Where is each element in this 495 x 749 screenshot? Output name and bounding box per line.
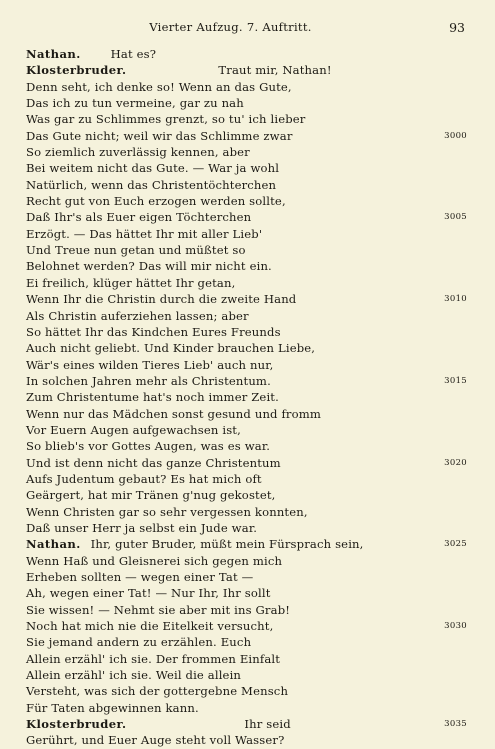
verse-text: Traut mir, Nathan! [218,63,332,78]
verse-line [26,585,435,601]
verse-text: Gerührt, und Euer Auge steht voll Wasser? [26,733,285,748]
line-number: 3025 [444,539,467,550]
verse-text: In solchen Jahren mehr als Christentum. [26,373,271,388]
verse-line [26,487,435,503]
verse-text: Geärgert, hat mir Tränen g'nug gekostet, [26,488,276,503]
verse-text: Wär's eines wilden Tieres Lieb' auch nur, [26,357,274,372]
verse-line [26,536,467,552]
verse-line [26,46,435,62]
verse-line [26,569,435,585]
verse-line [26,438,435,454]
verse-text: Wenn nur das Mädchen sonst gesund und fromm [26,406,322,421]
verse-text: Ihr, guter Bruder, müßt mein Fürsprach sein, [90,537,364,552]
verse-text: Und Treue nun getan und müßtet so [26,243,246,258]
verse-text: Wenn Haß und Gleisnerei sich gegen mich [26,553,283,568]
verse-text: So blieb's vor Gottes Augen, was es war. [26,439,271,454]
verse-text: Ah, wegen einer Tat! — Nur Ihr, Ihr sollt [26,586,271,601]
verse-text: Für Taten abgewinnen kann. [26,700,199,715]
verse-text: Sie jemand andern zu erzählen. Euch [26,635,252,650]
verse-line [26,340,435,356]
verse-line [26,111,435,127]
line-number: 3000 [444,130,467,141]
verse-text: Das Gute nicht; weil wir das Schlimme zwar [26,128,293,143]
verse-line [26,716,467,732]
line-number: 3020 [444,457,467,468]
verse-text: Daß unser Herr ja selbst ein Jude war. [26,520,258,535]
verse-line [26,275,435,291]
verse-text: Hat es? [110,47,157,61]
verse-text: So hättet Ihr das Kindchen Eures Freunds [26,324,281,339]
verse-line [26,291,467,307]
verse-line [26,95,435,111]
verse-text: So ziemlich zuverlässig kennen, aber [26,145,250,160]
verse-lines [26,46,467,749]
verse-line [26,602,435,618]
verse-line [26,177,435,193]
verse-line [26,520,435,536]
verse-line [26,683,435,699]
verse-line [26,308,435,324]
verse-line [26,357,435,373]
verse-line [26,732,435,748]
verse-line [26,128,467,144]
verse-line [26,193,435,209]
speaker-name: Klosterbruder. [26,717,127,732]
verse-text: Daß Ihr's als Euer eigen Töchterchen [26,210,252,225]
line-number: 3005 [444,212,467,223]
line-number: 3010 [444,294,467,305]
verse-line [26,160,435,176]
verse-text: Das ich zu tun vermeine, gar zu nah [26,96,244,111]
verse-text: Aufs Judentum gebaut? Es hat mich oft [26,471,262,486]
verse-text: Denn seht, ich denke so! Wenn an das Gute, [26,79,292,94]
verse-text: Ei freilich, klüger hättet Ihr getan, [26,275,236,290]
verse-line [26,618,467,634]
verse-text: Zum Christentume hat's noch immer Zeit. [26,390,279,405]
verse-line [26,667,435,683]
page-number: 93 [449,20,465,35]
verse-text: Bei weitem nicht das Gute. — War ja wohl [26,161,280,176]
verse-line [26,226,435,242]
verse-line [26,144,435,160]
verse-text: Vor Euern Augen aufgewachsen ist, [26,422,241,437]
verse-text: Natürlich, wenn das Christentöchterchen [26,177,277,192]
verse-text: Erzögt. — Das hättet Ihr mit aller Lieb' [26,226,263,241]
verse-line [26,406,435,422]
line-number: 3035 [444,719,467,730]
line-number: 3030 [444,621,467,632]
verse-line [26,324,435,340]
verse-line [26,422,435,438]
verse-text: Auch nicht geliebt. Und Kinder brauchen Liebe, [26,341,316,356]
verse-line [26,700,435,716]
verse-text: Ihr seid [244,717,291,732]
verse-text: Noch hat mich nie die Eitelkeit versucht, [26,619,274,634]
verse-text: Allein erzähl' ich sie. Weil die allein [26,668,242,683]
verse-line [26,242,435,258]
verse-text: Und ist denn nicht das ganze Christentum [26,455,281,470]
verse-line [26,471,435,487]
page-header [26,20,465,42]
speaker-name: Nathan. [26,537,81,552]
verse-line [26,79,435,95]
verse-text: Wenn Ihr die Christin durch die zweite Hand [26,292,297,307]
verse-line [26,389,435,405]
verse-text: Erheben sollten — wegen einer Tat — [26,570,254,584]
verse-line [26,62,435,78]
verse-line [26,209,467,225]
line-number: 3015 [444,375,467,386]
verse-text: Als Christin auferziehen lassen; aber [26,308,249,323]
verse-line [26,504,435,520]
verse-line [26,553,435,569]
verse-line [26,634,435,650]
verse-text: Was gar zu Schlimmes grenzt, so tu' ich lieber [26,112,306,127]
speaker-name: Nathan. [26,47,81,61]
verse-line [26,455,467,471]
verse-text: Recht gut von Euch erzogen werden sollte, [26,194,286,209]
verse-line [26,373,467,389]
verse-text: Allein erzähl' ich sie. Der frommen Einfalt [26,651,281,666]
verse-text: Wenn Christen gar so sehr vergessen konnten, [26,504,308,519]
verse-text: Belohnet werden? Das will mir nicht ein. [26,259,272,274]
verse-line [26,651,435,667]
speaker-name: Klosterbruder. [26,63,127,78]
verse-line [26,258,435,274]
running-title: Vierter Aufzug. 7. Auftritt. [149,20,312,34]
verse-text: Sie wissen! — Nehmt sie aber mit ins Grab! [26,602,291,617]
verse-text: Versteht, was sich der gottergebne Mensch [26,684,289,699]
